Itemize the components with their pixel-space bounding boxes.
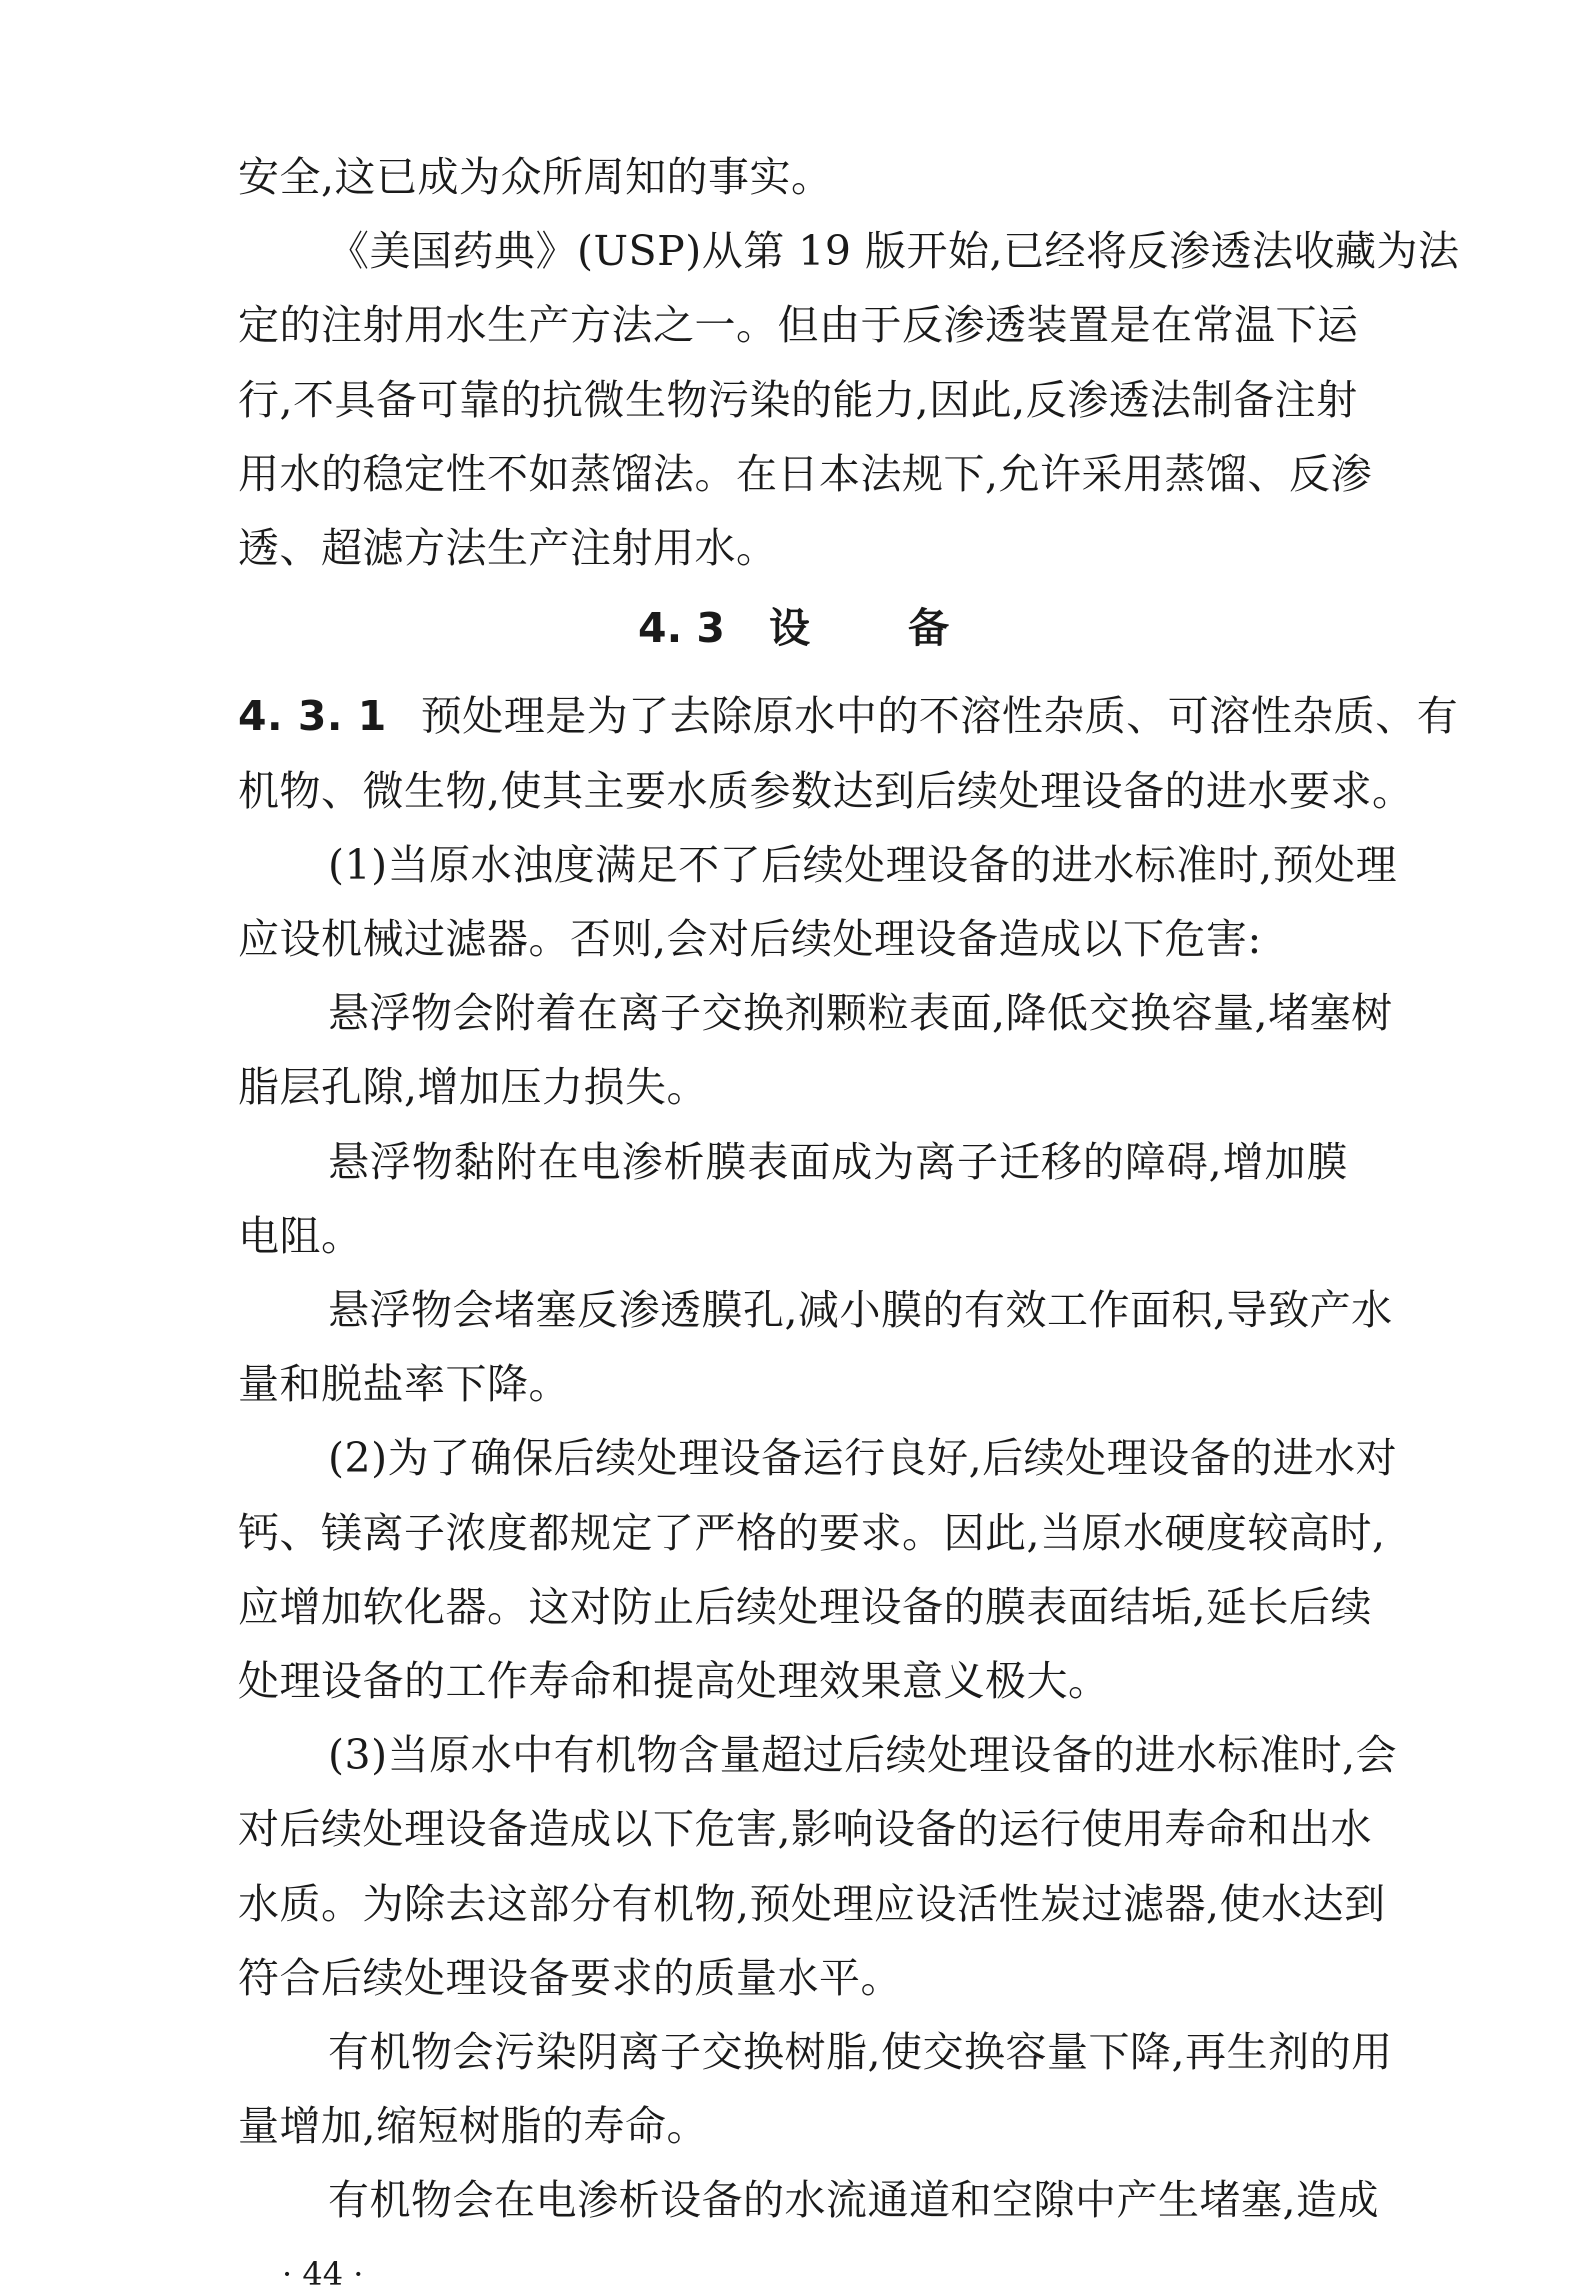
paragraph-line: 对后续处理设备造成以下危害,影响设备的运行使用寿命和出水 xyxy=(238,1805,1373,1854)
paragraph-line: 透、超滤方法生产注射用水。 xyxy=(238,524,778,572)
paragraph-line: 用水的稳定性不如蒸馏法。在日本法规下,允许采用蒸馏、反渗 xyxy=(238,449,1373,498)
paragraph-line: 《美国药典》(USP)从第 19 版开始,已经将反渗透法收藏为法 xyxy=(328,227,1460,276)
section-title-char-1: 设 xyxy=(768,604,810,653)
paragraph-line: (1)当原水浊度满足不了后续处理设备的进水标准时,预处理 xyxy=(328,840,1398,889)
subsection-first-line xyxy=(238,689,1459,743)
paragraph-line: 悬浮物会附着在离子交换剂颗粒表面,降低交换容量,堵塞树 xyxy=(328,989,1393,1038)
subsection-number: 4. 3. 1 xyxy=(238,692,387,741)
paragraph-line: 量增加,缩短树脂的寿命。 xyxy=(238,2102,709,2151)
paragraph-line: 定的注射用水生产方法之一。但由于反渗透装置是在常温下运 xyxy=(238,301,1359,350)
paragraph-line: 行,不具备可靠的抗微生物污染的能力,因此,反渗透法制备注射 xyxy=(238,375,1358,424)
section-title-char-2: 备 xyxy=(907,604,949,653)
paragraph-line: (2)为了确保后续处理设备运行良好,后续处理设备的进水对 xyxy=(328,1434,1398,1483)
paragraph-line: 钙、镁离子浓度都规定了严格的要求。因此,当原水硬度较高时, xyxy=(238,1508,1386,1557)
section-number: 4. 3 xyxy=(638,604,725,653)
paragraph-line: 悬浮物会堵塞反渗透膜孔,减小膜的有效工作面积,导致产水 xyxy=(328,1286,1393,1334)
paragraph-line: 量和脱盐率下降。 xyxy=(238,1360,570,1409)
paragraph-line: 有机物会污染阴离子交换树脂,使交换容量下降,再生剂的用 xyxy=(328,2028,1393,2076)
paragraph-line: 机物、微生物,使其主要水质参数达到后续处理设备的进水要求。 xyxy=(238,766,1414,815)
paragraph-line: 处理设备的工作寿命和提高处理效果意义极大。 xyxy=(238,1657,1110,1705)
paragraph-line: 符合后续处理设备要求的质量水平。 xyxy=(238,1953,902,2002)
paragraph-line: 安全,这已成为众所周知的事实。 xyxy=(238,153,833,201)
paragraph-line: 悬浮物黏附在电渗析膜表面成为离子迁移的障碍,增加膜 xyxy=(328,1137,1348,1186)
paragraph-line: 电阻。 xyxy=(238,1211,363,1260)
paragraph-text: 预处理是为了去除原水中的不溶性杂质、可溶性杂质、有 xyxy=(420,692,1459,741)
paragraph-line: 有机物会在电渗析设备的水流通道和空隙中产生堵塞,造成 xyxy=(328,2176,1380,2225)
page-number: · 44 · xyxy=(282,2254,364,2293)
paragraph-line: 水质。为除去这部分有机物,预处理应设活性炭过滤器,使水达到 xyxy=(238,1879,1386,1928)
paragraph-line: (3)当原水中有机物含量超过后续处理设备的进水标准时,会 xyxy=(328,1731,1398,1780)
paragraph-line: 应设机械过滤器。否则,会对后续处理设备造成以下危害: xyxy=(238,915,1262,963)
section-heading xyxy=(0,601,1587,655)
paragraph-line: 脂层孔隙,增加压力损失。 xyxy=(238,1063,709,1112)
paragraph-line: 应增加软化器。这对防止后续处理设备的膜表面结垢,延长后续 xyxy=(238,1582,1373,1631)
